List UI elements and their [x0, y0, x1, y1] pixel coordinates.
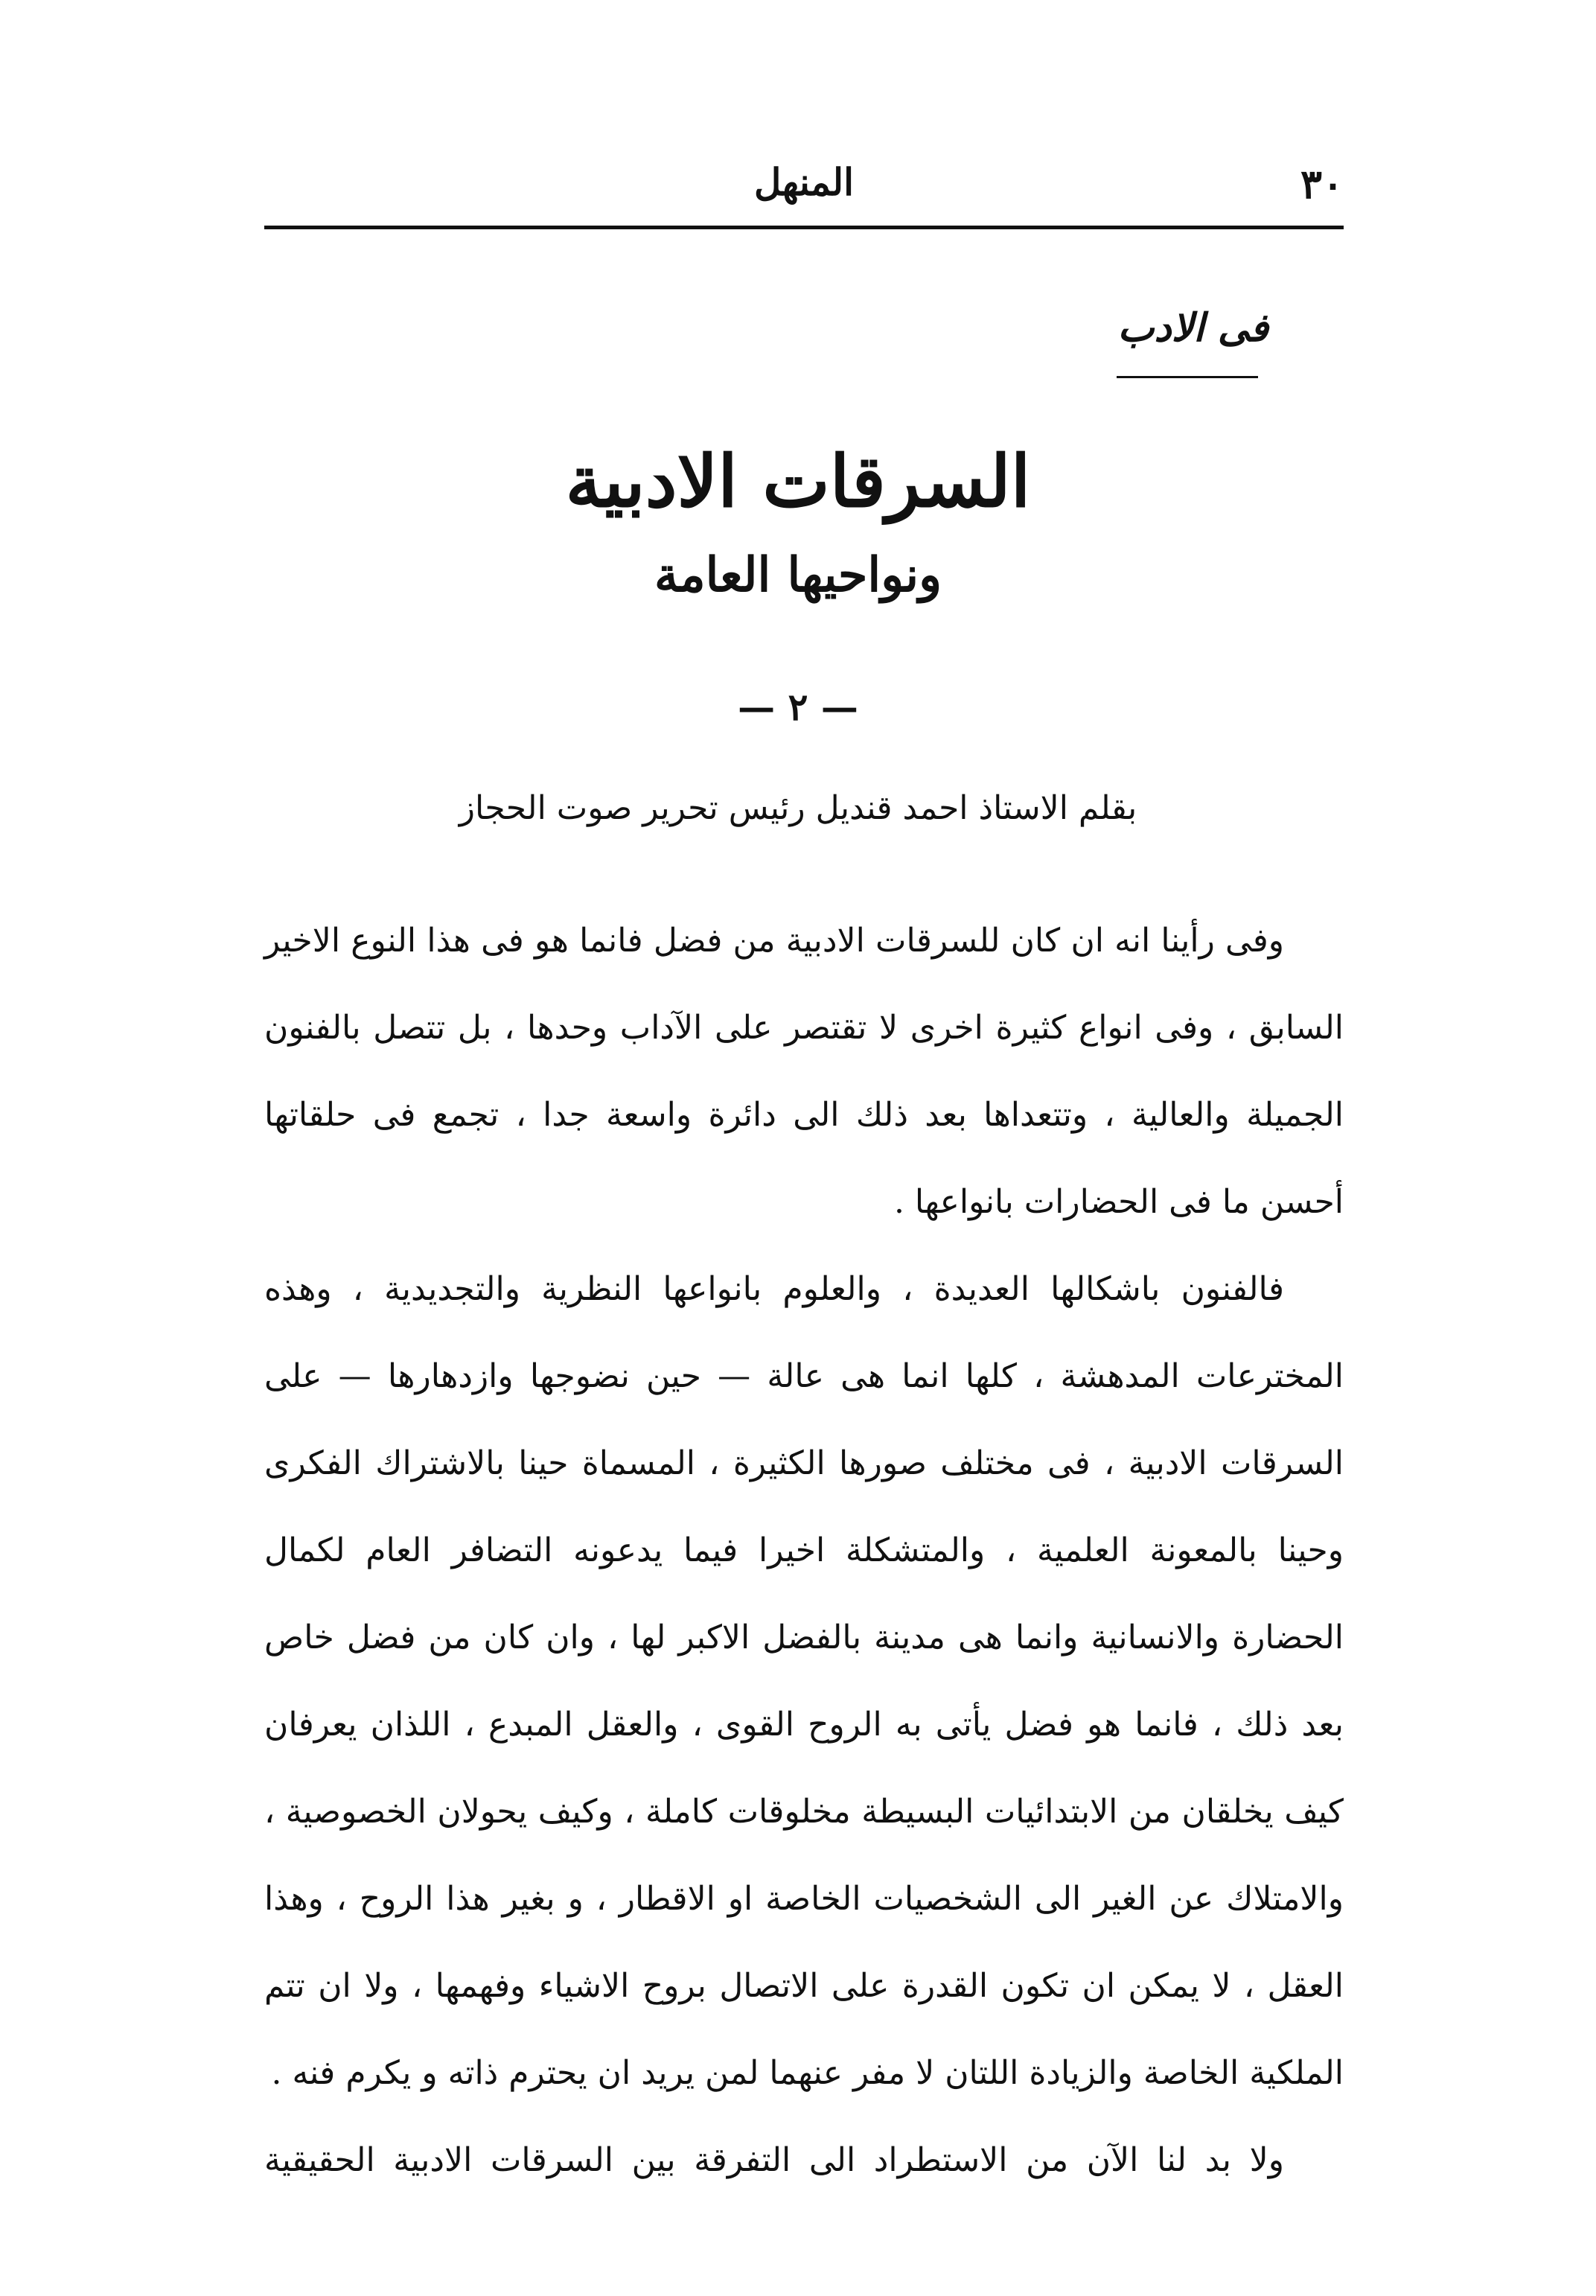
- part-number: — ٢ —: [738, 685, 858, 729]
- header-rule: [264, 226, 1344, 229]
- article-title: السرقات الادبية: [565, 439, 1031, 523]
- section-underline: [1117, 376, 1258, 378]
- paragraph: فالفنون باشكالها العديدة ، والعلوم بانواعها النظرية والتجديدية ، وهذه المخترعات المدهشة ، كلها انما هى عالة — حين نضوجها وازدهارها — على السرقات الادبية ، فى مختلف صورها الكثيرة ، المسماة حينا بالاشتراك الفكرى وحينا بالمعونة العلمية ، والمتشكلة اخيرا فيما يدعونه التضافر العام لكمال الحضارة والانسانية وانما هى مدينة بالفضل الاكبر لها ، وان كان من فضل خاص بعد ذلك ، فانما هو فضل يأتى به الروح القوى ، والعقل المبدع ، اللذان يعرفان كيف يخلقان من الابتدائيات البسيطة مخلوقات كاملة ، وكيف يحولان الخصوصية ، والامتلاك عن الغير الى الشخصيات الخاصة او الاقطار ، و بغير هذا الروح ، وهذا العقل ، لا يمكن ان تكون القدرة على الاتصال بروح الاشياء وفهمها ، ولا ان تتم الملكية الخاصة والزيادة اللتان لا مفر عنهما لمن يريد ان يحترم ذاته و يكرم فنه .: [264, 1270, 1344, 2092]
- paragraph: ولا بد لنا الآن من الاستطراد الى التفرقة بين السرقات الادبية الحقيقية: [264, 2141, 1284, 2179]
- paragraph: وفى رأينا انه ان كان للسرقات الادبية من فضل فانما هو فى هذا النوع الاخير السابق ، وفى انواع كثيرة اخرى لا تقتصر على الآداب وحدها ، بل تتصل بالفنون الجميلة والعالية ، وتتعداها بعد ذلك الى دائرة واسعة جدا ، تجمع فى حلقاتها أحسن ما فى الحضارات بانواعها .: [264, 922, 1344, 1221]
- page-header: [264, 160, 1344, 212]
- article-body: [264, 897, 1344, 2204]
- article-subtitle: ونواحيها العامة: [654, 547, 942, 603]
- section-label: فى الادب: [1117, 305, 1268, 351]
- page-number: ٣٠: [1300, 160, 1344, 208]
- byline: بقلم الاستاذ احمد قنديل رئيس تحرير صوت الحجاز: [459, 789, 1137, 827]
- running-title: المنهل: [753, 160, 855, 204]
